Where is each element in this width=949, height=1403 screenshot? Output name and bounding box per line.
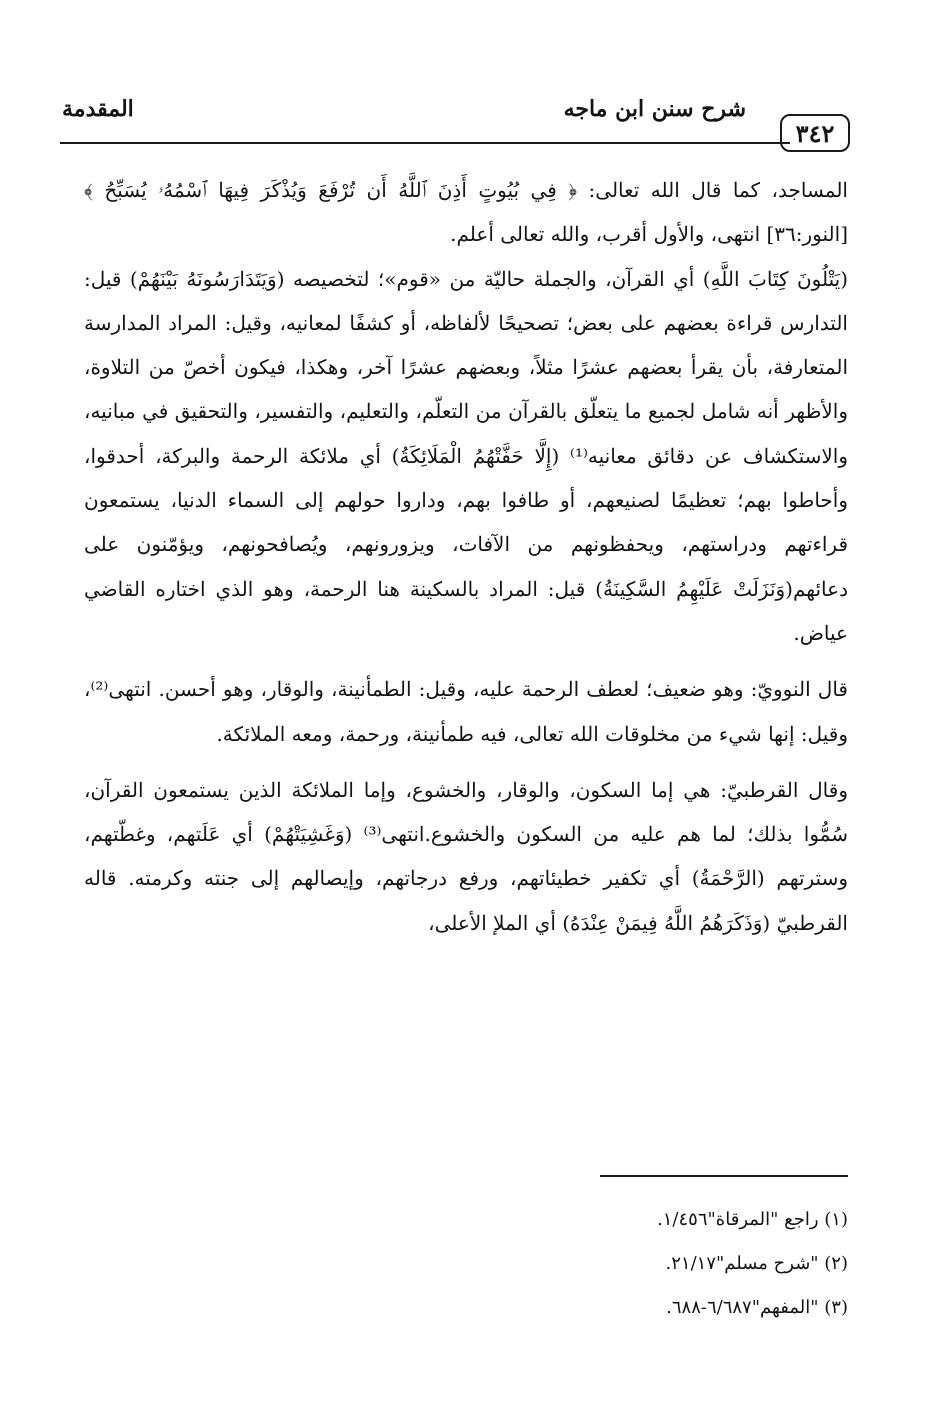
paragraph: وقال القرطبيّ: هي إما السكون، والوقار، والخشوع، وإما الملائكة الذين يستمعون القرآن، سُمُّوا بذلك؛ لما هم عليه من السكون والخشوع.انتهى⁽³⁾ (وَغَشِيَتْهُمْ) أي عَلَتهم، وغطّتهم، وسترتهم (الرَّحْمَةُ) أي تكفير خطيئاتهم، ورفع درجاتهم، وإيصالهم إلى جنته وكرمته. قاله القرطبيّ (وَذَكَرَهُمُ اللَّهُ فِيمَنْ عِنْدَهُ) أي الملإ الأعلى، xyxy=(84,777,848,935)
section-title: المقدمة xyxy=(62,96,134,122)
paragraph: المساجد، كما قال الله تعالى: ﴿ فِي بُيُوتٍ أَذِنَ ٱللَّهُ أَن تُرْفَعَ وَيُذْكَرَ فِيهَا ٱسْمُهُۥ يُسَبِّحُ ﴾ [النور:٣٦] انتهى، والأول أقرب، والله تعالى أعلم. xyxy=(84,178,848,247)
footnote: (٢) "شرح مسلم"٢١/١٧. xyxy=(665,1253,848,1274)
page-number: ٣٤٢ xyxy=(780,114,850,152)
book-title: شرح سنن ابن ماجه xyxy=(563,96,746,122)
main-text xyxy=(84,168,848,945)
footnote: (٣) "المفهم"٦/٦٨٧-٦٨٨. xyxy=(666,1297,848,1318)
page-header xyxy=(60,96,850,148)
paragraph: قال النوويّ: وهو ضعيف؛ لعطف الرحمة عليه، وقيل: الطمأنينة، والوقار، وهو أحسن. انتهى⁽²⁾، وقيل: إنها شيء من مخلوقات الله تعالى، فيه طمأنينة، ورحمة، ومعه الملائكة. xyxy=(84,677,848,746)
footnote-rule xyxy=(600,1175,848,1177)
paragraph: (يَتْلُونَ كِتَابَ اللَّهِ) أي القرآن، والجملة حاليّة من «قوم»؛ لتخصيصه (وَيَتَدَارَسُونَهُ بَيْنَهُمْ) قيل: التدارس قراءة بعضهم على بعض؛ تصحيحًا لألفاظه، أو كشفًا لمعانيه، وقيل: المراد المدارسة المتعارفة، بأن يقرأ بعضهم عشرًا مثلاً، وبعضهم عشرًا آخر، وهكذا، فيكون أخصّ من التلاوة، والأظهر أنه شامل لجميع ما يتعلّق بالقرآن من التعلّم، والتعليم، والتفسير، والتحقيق في مبانيه، والاستكشاف عن دقائق معانيه⁽¹⁾ (إِلَّا حَفَّتْهُمُ الْمَلَائِكَةُ) أي ملائكة الرحمة والبركة، أحدقوا، وأحاطوا بهم؛ تعظيمًا لصنيعهم، أو طافوا بهم، وداروا حولهم إلى السماء الدنيا، يستمعون قراءتهم ودراستهم، ويحفظونهم من الآفات، ويزورونهم، ويُصافحونهم، ويؤمّنون على دعائهم(وَنَزَلَتْ عَلَيْهِمُ السَّكِينَةُ) قيل: المراد بالسكينة هنا الرحمة، وهو الذي اختاره القاضي عياض. xyxy=(84,266,849,645)
footnote: (١) راجع "المرقاة"١/٤٥٦. xyxy=(657,1209,848,1230)
header-rule xyxy=(60,142,790,144)
footnotes xyxy=(84,1198,848,1330)
